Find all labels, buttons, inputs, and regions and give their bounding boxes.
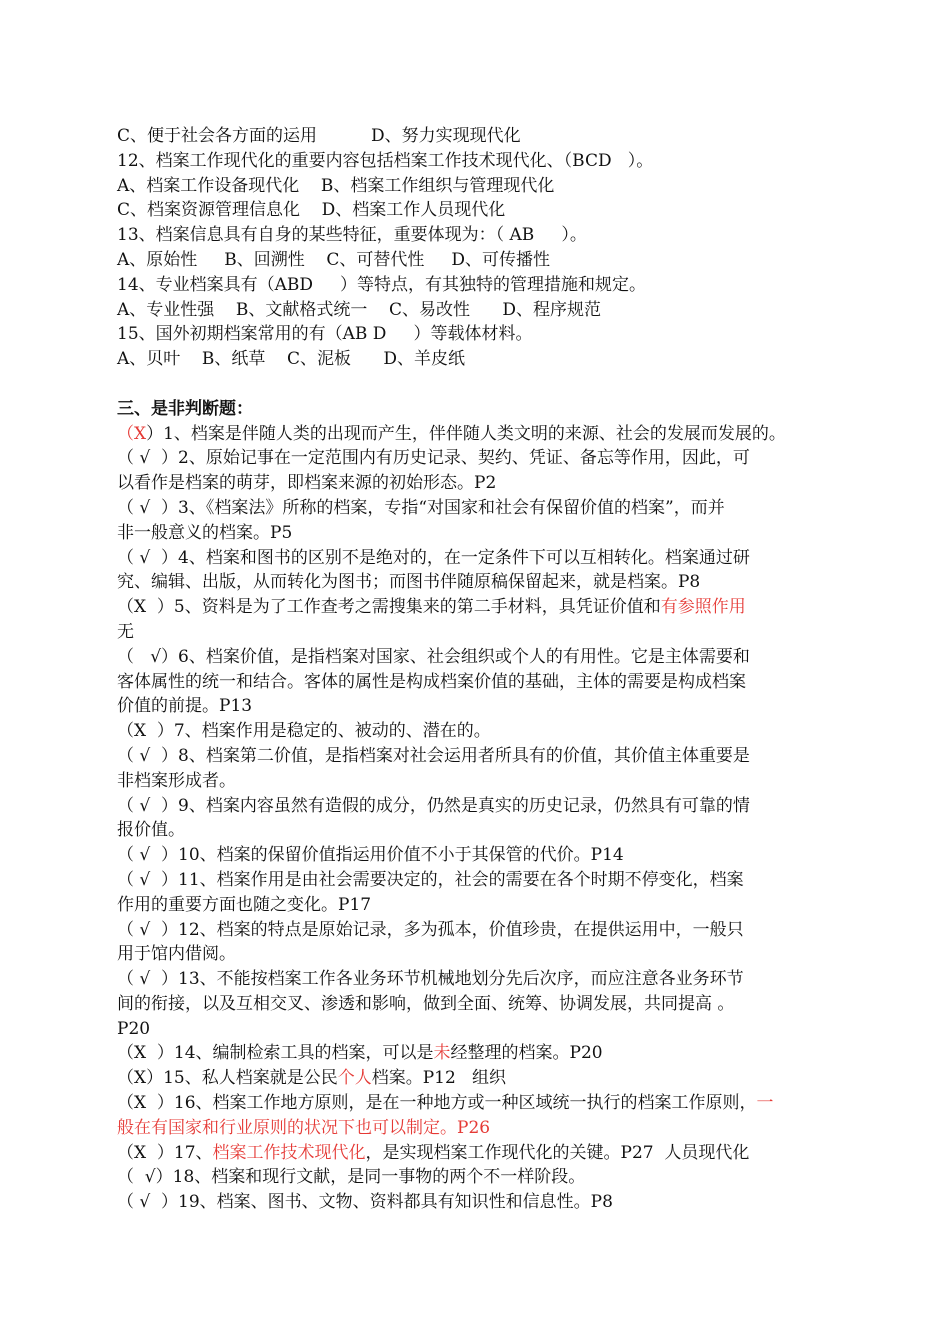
- question-text: （X ）16、档案工作地方原则，是在一种地方或一种区域统一执行的档案工作原则，: [117, 1093, 757, 1114]
- highlighted-text: 未: [433, 1043, 451, 1064]
- judge-item-6-line: 价值的前提。P13: [117, 696, 253, 717]
- choice-line: A、档案工作设备现代化 B、档案工作组织与管理现代化: [117, 175, 555, 196]
- section-spacer: [117, 372, 837, 397]
- judge-item-11-line: 作用的重要方面也随之变化。P17: [117, 894, 372, 915]
- judge-item-10: （ √ ）10、档案的保留价值指运用价值不小于其保管的代价。P14: [117, 845, 624, 866]
- choice-section: [117, 124, 837, 372]
- judge-item-3-line: 非一般意义的档案。P5: [117, 522, 293, 543]
- judge-item-18: （ √）18、档案和现行文献，是同一事物的两个不一样阶段。: [117, 1167, 586, 1188]
- judge-item-6-line: 客体属性的统一和结合。客体的属性是构成档案价值的基础，主体的需要是构成档案: [117, 671, 746, 692]
- judge-item-11-line: （ √ ）11、档案作用是由社会需要决定的，社会的需要在各个时期不停变化，档案: [117, 869, 744, 890]
- choice-line: C、便于社会各方面的运用 D、努力实现现代化: [117, 126, 521, 146]
- choice-line: A、贝叶 B、纸草 C、泥板 D、羊皮纸: [117, 349, 466, 370]
- judge-item-3-line: （ √ ）3、《档案法》所称的档案，专指“对国家和社会有保留价值的档案”，而并: [117, 497, 725, 518]
- judge-item-15: [117, 1066, 837, 1091]
- question-text: ，是实现档案工作现代化的关键。P27 人员现代化: [365, 1142, 750, 1163]
- question-text: 档案。P12 组织: [371, 1068, 507, 1089]
- judge-item-14: [117, 1041, 837, 1066]
- judge-item-13-line: （ √ ）13、不能按档案工作各业务环节机械地划分先后次序，而应注意各业务环节: [117, 969, 744, 990]
- judge-item-5-line: [117, 595, 837, 620]
- answer-open-paren: （: [117, 423, 134, 444]
- judge-item-9-line: （ √ ）9、档案内容虽然有造假的成分，仍然是真实的历史记录，仍然具有可靠的情: [117, 795, 750, 816]
- judge-item-16-line: [117, 1116, 837, 1141]
- judge-item-2-line: （ √ ）2、原始记事在一定范围内有历史记录、契约、凭证、备忘等作用，因此，可: [117, 448, 750, 469]
- judge-item-5-line: 无: [117, 621, 134, 642]
- judge-item-4-line: （ √ ）4、档案和图书的区别不是绝对的，在一定条件下可以互相转化。档案通过研: [117, 547, 750, 568]
- highlighted-text: 个人: [337, 1068, 372, 1089]
- judge-section: [117, 397, 837, 1215]
- document-page: [117, 124, 837, 1215]
- judge-item-2-line: 以看作是档案的萌芽，即档案来源的初始形态。P2: [117, 473, 497, 494]
- answer-close-paren: ）: [146, 423, 164, 444]
- choice-line: 14、专业档案具有（ABD ）等特点，有其独特的管理措施和规定。: [117, 274, 647, 295]
- judge-item-19: （ √ ）19、档案、图书、文物、资料都具有知识性和信息性。P8: [117, 1192, 613, 1213]
- choice-line: 15、国外初期档案常用的有（AB D ）等载体材料。: [117, 324, 533, 345]
- page-ref: P26: [457, 1117, 491, 1138]
- question-text: （X）15、私人档案就是公民: [117, 1068, 338, 1089]
- highlighted-text: 般在有国家和行业原则的状况下也可以制定。: [117, 1117, 457, 1138]
- highlighted-text: 一: [756, 1093, 774, 1114]
- judge-item-16-line: [117, 1091, 837, 1116]
- choice-line: 13、档案信息具有自身的某些特征，重要体现为：（ AB ）。: [117, 225, 587, 246]
- judge-item-13-line: 间的衔接，以及互相交叉、渗透和影响，做到全面、统筹、协调发展，共同提高 。: [117, 993, 735, 1014]
- choice-line: 12、档案工作现代化的重要内容包括档案工作技术现代化、（BCD ）。: [117, 150, 654, 171]
- choice-line: A、原始性 B、回溯性 C、可替代性 D、可传播性: [117, 249, 551, 270]
- judge-item-12-line: 用于馆内借阅。: [117, 944, 236, 965]
- judge-item-8-line: 非档案形成者。: [117, 770, 236, 791]
- question-text: 经整理的档案。P20: [450, 1043, 603, 1064]
- judge-item-1: [117, 422, 837, 447]
- highlighted-text: 有参照作用: [660, 597, 746, 618]
- highlighted-text: 档案工作技术现代化: [212, 1142, 366, 1163]
- answer-mark: X: [134, 423, 147, 444]
- judge-item-13-line: P20: [117, 1018, 151, 1039]
- question-text: 1、档案是伴随人类的出现而产生，伴伴随人类文明的来源、社会的发展而发展的。: [163, 423, 786, 444]
- question-text: （X ）17、: [117, 1142, 213, 1163]
- judge-item-17: [117, 1141, 837, 1166]
- question-text: （X ）5、资料是为了工作查考之需搜集来的第二手材料，具凭证价值和: [117, 597, 661, 618]
- choice-line: A、专业性强 B、文献格式统一 C、易改性 D、程序规范: [117, 299, 602, 320]
- section-heading: 三、是非判断题：: [117, 398, 253, 419]
- judge-item-7: （X ）7、档案作用是稳定的、被动的、潜在的。: [117, 721, 491, 742]
- judge-item-9-line: 报价值。: [117, 820, 185, 841]
- judge-item-8-line: （ √ ）8、档案第二价值，是指档案对社会运用者所具有的价值，其价值主体重要是: [117, 745, 750, 766]
- judge-item-6-line: （ √）6、档案价值，是指档案对国家、社会组织或个人的有用性。它是主体需要和: [117, 646, 750, 667]
- question-text: （X ）14、编制检索工具的档案，可以是: [117, 1043, 434, 1064]
- choice-line: C、档案资源管理信息化 D、档案工作人员现代化: [117, 200, 506, 221]
- judge-item-4-line: 究、编辑、出版，从而转化为图书；而图书伴随原稿保留起来，就是档案。P8: [117, 572, 701, 593]
- judge-item-12-line: （ √ ）12、档案的特点是原始记录，多为孤本，价值珍贵，在提供运用中，一般只: [117, 919, 744, 940]
